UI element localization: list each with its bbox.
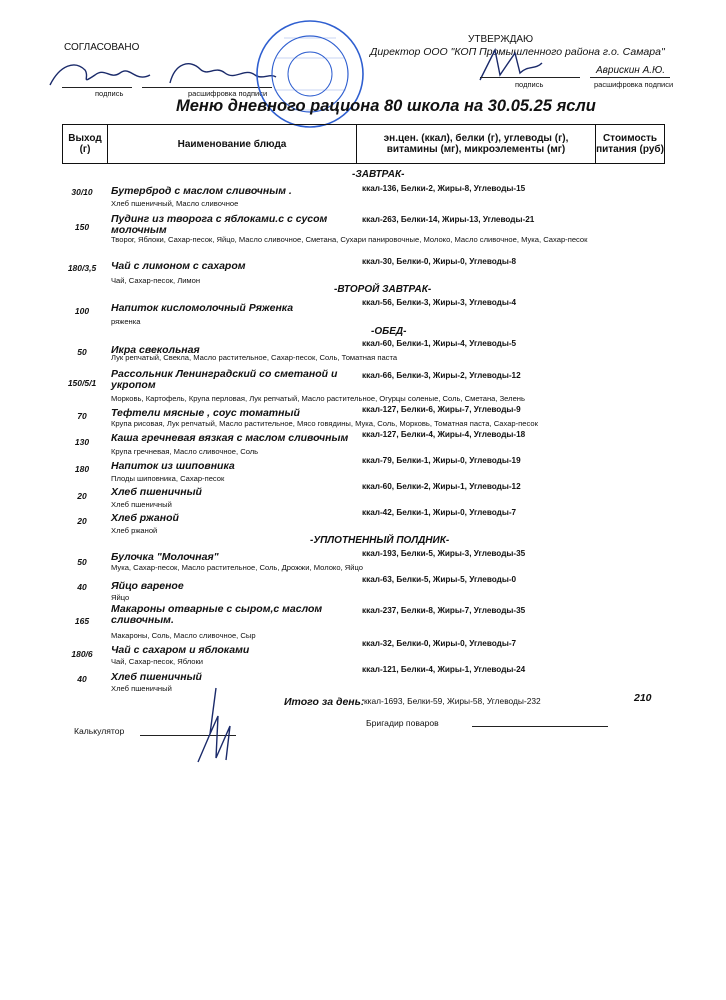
item-name: Чай с сахаром и яблоками xyxy=(111,644,250,656)
item-ingredients: Хлеб пшеничный, Масло сливочное xyxy=(111,199,239,208)
item-name: Тефтели мясные , соус томатный xyxy=(111,407,300,419)
item-nutrition: ккал-136, Белки-2, Жиры-8, Углеводы-15 xyxy=(362,184,526,193)
item-nutrition: ккал-32, Белки-0, Жиры-0, Углеводы-7 xyxy=(362,639,517,648)
item-name: Бутерброд с маслом сливочным . xyxy=(111,185,292,197)
total-price: 210 xyxy=(634,692,652,704)
item-output: 165 xyxy=(74,616,90,626)
item-output: 180/3,5 xyxy=(67,263,97,273)
total-nutrition: ккал-1693, Белки-59, Жиры-58, Углеводы-232 xyxy=(364,696,541,706)
item-nutrition: ккал-237, Белки-8, Жиры-7, Углеводы-35 xyxy=(362,606,526,615)
item-output: 150 xyxy=(74,222,90,232)
item-name: Яйцо вареное xyxy=(111,580,184,592)
col-price-header: Стоимость питания (руб) xyxy=(595,124,665,164)
approve-label: УТВЕРЖДАЮ xyxy=(468,34,534,45)
signature-right xyxy=(470,45,550,85)
section-title-lunch: -ОБЕД- xyxy=(371,326,407,337)
item-name: Рассольник Ленинградский со сметаной и укропом xyxy=(111,368,338,391)
director-position: Директор ООО "КОП Промышленного района г.о. Самара" xyxy=(370,46,665,58)
item-nutrition: ккал-42, Белки-1, Жиры-0, Углеводы-7 xyxy=(362,508,517,517)
item-output: 30/10 xyxy=(71,187,93,197)
section-title-breakfast: -ЗАВТРАК- xyxy=(352,169,405,180)
item-output: 40 xyxy=(77,674,87,684)
col-name-header: Наименование блюда xyxy=(107,124,357,164)
item-output: 20 xyxy=(77,516,87,526)
left-sign-caption: подпись xyxy=(95,89,124,98)
item-output: 20 xyxy=(77,491,87,501)
item-nutrition: ккал-127, Белки-4, Жиры-4, Углеводы-18 xyxy=(362,430,526,439)
right-decode-caption: расшифровка подписи xyxy=(594,80,674,89)
item-output: 180 xyxy=(74,464,90,474)
item-output: 70 xyxy=(77,411,87,421)
item-nutrition: ккал-30, Белки-0, Жиры-0, Углеводы-8 xyxy=(362,257,517,266)
item-name: Пудинг из творога с яблоками.с с сусом молочным xyxy=(111,213,328,236)
item-nutrition: ккал-60, Белки-2, Жиры-1, Углеводы-12 xyxy=(362,482,521,491)
item-ingredients: Морковь, Картофель, Крупа перловая, Лук репчатый, Масло растительное, Огурцы соленые, Соль, Сметана, Зелень xyxy=(111,394,525,403)
item-ingredients: Крупа гречневая, Масло сливочное, Соль xyxy=(111,447,259,456)
item-ingredients: Чай, Сахар-песок, Лимон xyxy=(111,276,201,285)
item-ingredients: Крупа рисовая, Лук репчатый, Масло растительное, Мясо говядины, Мука, Соль, Морковь, Томатная паста, Сахар-песок xyxy=(111,419,538,428)
item-output: 40 xyxy=(77,582,87,592)
item-name: Напиток из шиповника xyxy=(111,460,235,472)
item-ingredients: Яйцо xyxy=(111,593,130,602)
brigadier-label: Бригадир поваров xyxy=(366,718,439,728)
item-name: Каша гречневая вязкая с маслом сливочным xyxy=(111,432,349,444)
item-ingredients: ряженка xyxy=(111,317,141,326)
item-name: Икра свекольная xyxy=(111,344,200,356)
item-ingredients: Плоды шиповника, Сахар-песок xyxy=(111,474,225,483)
col-output-header: Выход (г) xyxy=(62,124,108,164)
item-output: 50 xyxy=(77,557,87,567)
item-output: 100 xyxy=(74,306,90,316)
item-nutrition: ккал-66, Белки-3, Жиры-2, Углеводы-12 xyxy=(362,371,521,380)
page-title: Меню дневного рациона 80 школа на 30.05.25 ясли xyxy=(176,97,596,115)
item-ingredients: Творог, Яблоки, Сахар-песок, Яйцо, Масло сливочное, Сметана, Сухари панировочные, Молоко, Масло сливочное, Мука, Сахар-песок xyxy=(111,235,588,244)
item-ingredients: Лук репчатый, Свекла, Масло растительное, Сахар-песок, Соль, Томатная паста xyxy=(111,353,398,362)
calculator-label: Калькулятор xyxy=(74,726,125,736)
item-name: Булочка "Молочная" xyxy=(111,551,219,563)
item-nutrition: ккал-79, Белки-1, Жиры-0, Углеводы-19 xyxy=(362,456,521,465)
item-name: Хлеб пшеничный xyxy=(111,486,202,498)
item-ingredients: Макароны, Соль, Масло сливочное, Сыр xyxy=(111,631,256,640)
item-name: Чай с лимоном с сахаром xyxy=(111,260,246,272)
section-title-afternoon-snack: -УПЛОТНЕННЫЙ ПОЛДНИК- xyxy=(310,535,450,546)
director-name: Аврискин А.Ю. xyxy=(596,65,666,76)
item-nutrition: ккал-263, Белки-14, Жиры-13, Углеводы-21 xyxy=(362,215,535,224)
item-nutrition: ккал-127, Белки-6, Жиры-7, Углеводы-9 xyxy=(362,405,521,414)
item-name: Макароны отварные с сыром,с маслом сливочным. xyxy=(111,603,323,626)
item-nutrition: ккал-121, Белки-4, Жиры-1, Углеводы-24 xyxy=(362,665,526,674)
item-name: Напиток кисломолочный Ряженка xyxy=(111,302,294,314)
agreed-label: СОГЛАСОВАНО xyxy=(64,42,140,53)
item-nutrition: ккал-63, Белки-5, Жиры-5, Углеводы-0 xyxy=(362,575,517,584)
item-output: 130 xyxy=(74,437,90,447)
item-ingredients: Хлеб пшеничный xyxy=(111,684,172,693)
section-title-second-breakfast: -ВТОРОЙ ЗАВТРАК- xyxy=(334,284,432,295)
item-output: 180/6 xyxy=(71,649,93,659)
total-label: Итого за день: xyxy=(284,696,365,708)
item-output: 50 xyxy=(77,347,87,357)
item-ingredients: Мука, Сахар-песок, Масло растительное, Соль, Дрожжи, Молоко, Яйцо xyxy=(111,563,363,572)
item-name: Хлеб пшеничный xyxy=(111,671,202,683)
item-output: 150/5/1 xyxy=(67,378,97,388)
right-sign-caption: подпись xyxy=(515,80,544,89)
item-nutrition: ккал-60, Белки-1, Жиры-4, Углеводы-5 xyxy=(362,339,517,348)
col-nutrition-header: эн.цен. (ккал), белки (г), углеводы (г), витамины (мг), микроэлементы (мг) xyxy=(356,124,596,164)
left-decode-caption: расшифровка подписи xyxy=(188,89,268,98)
item-ingredients: Хлеб пшеничный xyxy=(111,500,172,509)
signature-calculator xyxy=(176,686,246,766)
item-ingredients: Хлеб ржаной xyxy=(111,526,158,535)
item-ingredients: Чай, Сахар-песок, Яблоки xyxy=(111,657,204,666)
item-name: Хлеб ржаной xyxy=(111,512,179,524)
item-nutrition: ккал-193, Белки-5, Жиры-3, Углеводы-35 xyxy=(362,549,526,558)
item-nutrition: ккал-56, Белки-3, Жиры-3, Углеводы-4 xyxy=(362,298,517,307)
